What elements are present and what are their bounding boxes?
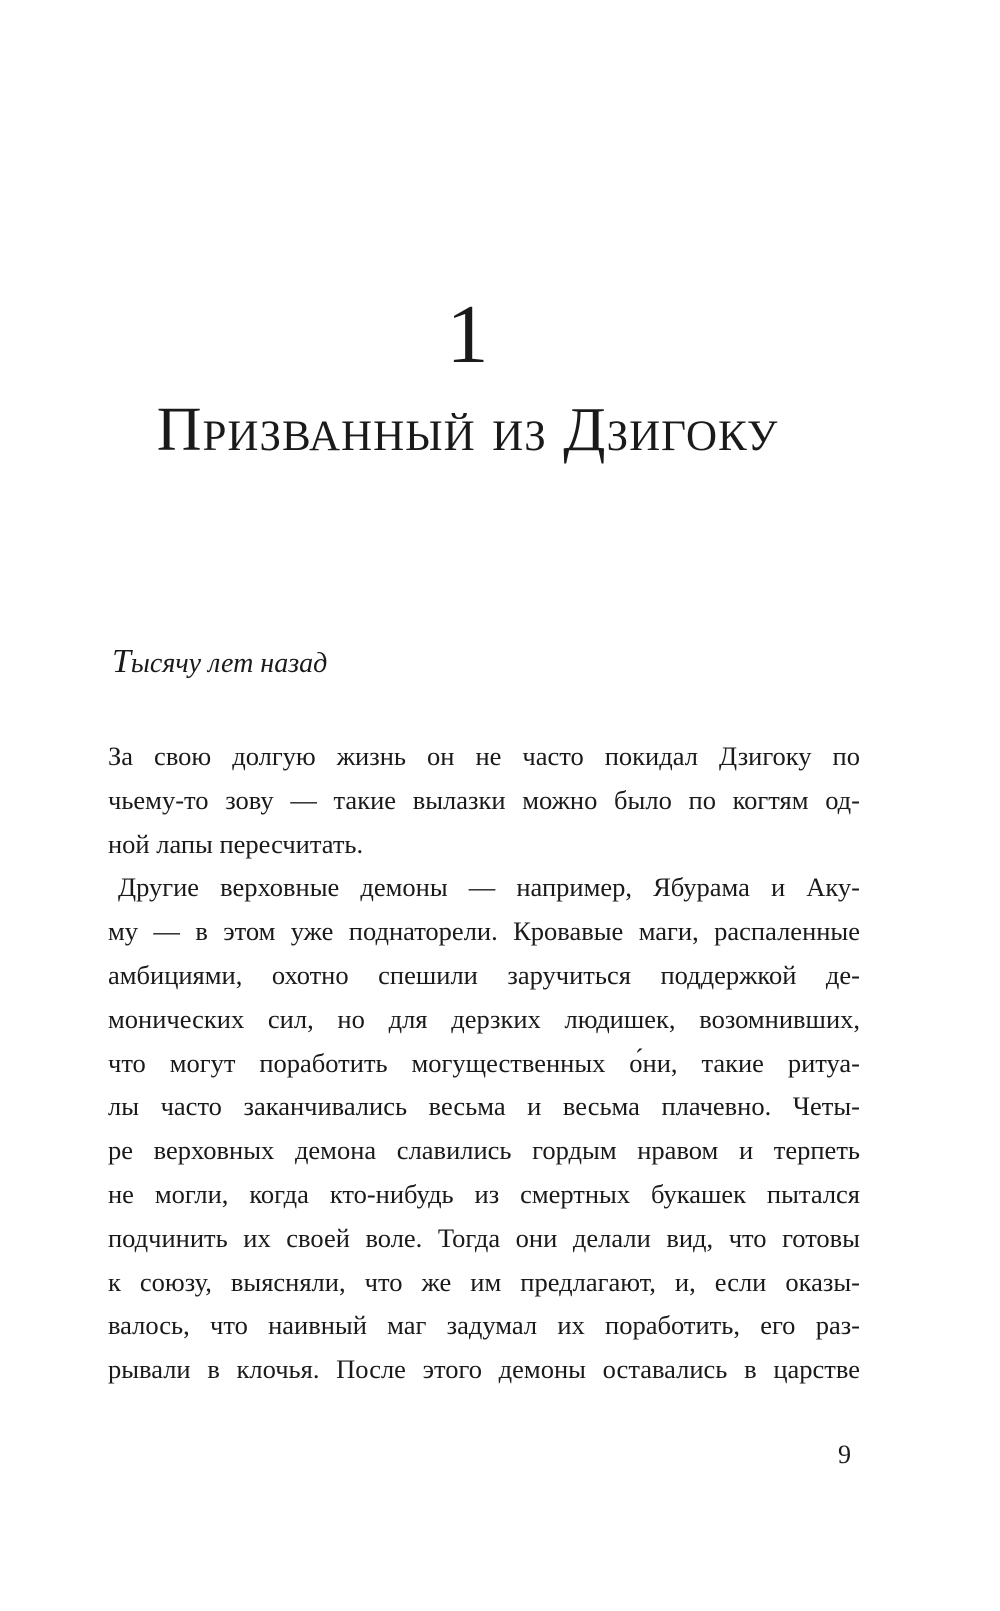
text-line: подчинить их своей воле. Тогда они делали вид, что готовы: [108, 1222, 860, 1253]
page-number: 9: [838, 1440, 851, 1469]
text-line: Другие верховные демоны — например, Ябурама и Аку-: [118, 872, 860, 903]
text-line: монических сил, но для дерзких людишек, возомнивших,: [108, 1003, 860, 1034]
text-line: валось, что наивный маг задумал их поработить, его раз-: [108, 1310, 860, 1341]
text-line: рывали в клочья. После этого демоны оставались в царстве: [108, 1354, 860, 1385]
text-line: что могут поработить могущественных о́ни, такие ритуа-: [108, 1047, 860, 1078]
text-line: му — в этом уже поднаторели. Кровавые маги, распаленные: [108, 916, 860, 947]
chapter-title: Призванный из Дзигоку: [156, 396, 779, 464]
subtitle-initial: Т: [112, 643, 131, 680]
text-line: За свою долгую жизнь он не часто покидал Дзигоку по: [108, 741, 860, 771]
text-line: чьему-то зову — такие вылазки можно было по когтям од-: [108, 784, 860, 815]
body-text: [108, 735, 860, 1392]
text-line: ной лапы пересчитать.: [108, 828, 364, 859]
text-line: ре верховных демона славились гордым нравом и терпеть: [108, 1135, 860, 1166]
chapter-subtitle: [112, 640, 327, 686]
text-line: лы часто заканчивались весьма и весьма плачевно. Четы-: [108, 1091, 860, 1122]
text-line: амбициями, охотно спешили заручиться поддержкой де-: [108, 959, 860, 990]
text-line: не могли, когда кто-нибудь из смертных букашек пытался: [108, 1178, 860, 1209]
chapter-number: 1: [446, 288, 489, 381]
subtitle-text: ысячу лет назад: [130, 648, 328, 679]
text-line: к союзу, выясняли, что же им предлагают, и, если оказы-: [108, 1266, 860, 1297]
